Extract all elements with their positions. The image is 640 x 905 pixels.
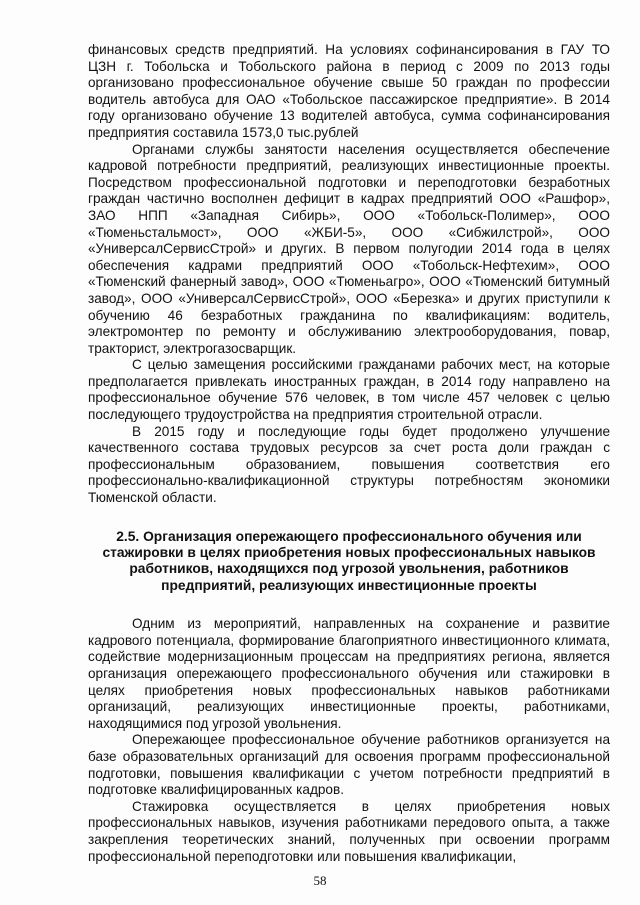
paragraph-employment-service: Органами службы занятости населения осуществляется обеспечение кадровой потребности предприятий, реализующих инвестиционные проекты. Посредством профессиональной подготовки и переподготовки безработных граждан частично восполнен дефицит в кадрах предприятий ООО «Рашфор», ЗАО НПП «Западная Сибирь», ООО «Тобольск-Полимер», ООО «Тюменьстальмост», ООО «ЖБИ-5», ООО «Сибжилстрой», ООО «УниверсалСервисСтрой» и других. В первом полугодии 2014 года в целях обеспечения кадрами предприятий ООО «Тобольск-Нефтехим», ООО «Тюменский фанерный завод», ООО «Тюменьагро», ООО «Тюменский битумный завод», ООО «УниверсалСервисСтрой», ООО «Березка» и других приступили к обучению 46 безработных гражданина по квалификациям: водитель, электромонтер по ремонту и обслуживанию электрооборудования, повар, тракторист, электрогазосварщик. xyxy=(88,141,610,356)
page-number: 58 xyxy=(313,873,327,888)
paragraph-replacement-foreign-workers: С целью замещения российскими гражданами рабочих мест, на которые предполагается привлекать иностранных граждан, в 2014 году направлено на профессиональное обучение 576 человек, в том числе 457 человек с целью последующего трудоустройства на предприятия строительной отрасли. xyxy=(88,357,610,423)
paragraph-2015-plans: В 2015 году и последующие годы будет продолжено улучшение качественного состава трудовых ресурсов за счет роста доли граждан с профессиональным образованием, повышения соответствия его профессионально-квалификационной структуры потребностям экономики Тюменской области. xyxy=(88,423,610,506)
paragraph-internship: Стажировка осуществляется в целях приобретения новых профессиональных навыков, изучения работниками передового опыта, а также закрепления теоретических знаний, полученных при освоении программ профессиональной переподготовки или повышения квалификации, xyxy=(88,798,610,864)
paragraph-advance-training-organization: Опережающее профессиональное обучение работников организуется на базе образовательных организаций для освоения программ профессиональной подготовки, повышения квалификации с учетом потребности предприятий в подготовке квалифицированных кадров. xyxy=(88,732,610,798)
paragraph-advance-training: Одним из мероприятий, направленных на сохранение и развитие кадрового потенциала, формирование благоприятного инвестиционного климата, содействие модернизационным процессам на предприятиях региона, является организация опережающего профессионального обучения или стажировки в целях приобретения новых профессиональных навыков работниками организаций, реализующих инвестиционные проекты, работниками, находящимися под угрозой увольнения. xyxy=(88,616,610,731)
paragraph-cofinancing: финансовых средств предприятий. На условиях софинансирования в ГАУ ТО ЦЗН г. Тобольска и Тобольского района в период с 2009 по 2013 годы организовано профессиональное обучение свыше 50 граждан по профессии водитель автобуса для ОАО «Тобольское пассажирское предприятие». В 2014 году организовано обучение 13 водителей автобуса, сумма софинансирования предприятия составила 1573,0 тыс.рублей xyxy=(88,42,610,140)
section-heading-2-5: 2.5. Организация опережающего профессионального обучения или стажировки в целях приобретения новых профессиональных навыков работников, находящихся под угрозой увольнения, работников предприятий, реализующих инвестиционные проекты xyxy=(102,528,596,593)
